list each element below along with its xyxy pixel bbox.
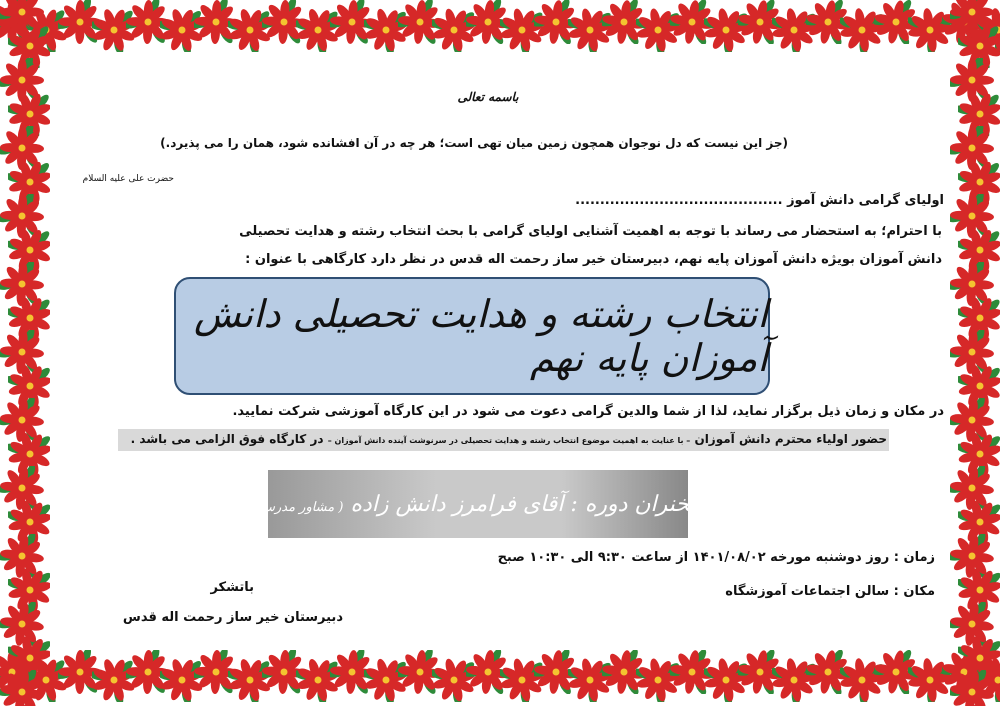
attendance-part-2: – با عنایت به اهمیت موضوع انتخاب رشته و هدایت تحصیلی در سرنوشت آینده دانش آموزان – — [327, 436, 691, 445]
attendance-part-1: حضور اولیاء محترم دانش آموزان — [694, 432, 887, 446]
speaker-name: سخنران دوره : آقای فرامرز دانش زاده — [350, 491, 709, 517]
border-right — [950, 0, 1000, 706]
thanks: باتشکر — [210, 580, 254, 595]
attendance-notice — [131, 432, 887, 446]
flower-icon — [0, 670, 44, 706]
body-line-1: با احترام؛ به استحضار می رساند با توجه به اهمیت آشنایی اولیای گرامی با بحث انتخاب رشته و هدایت تحصیلی — [239, 224, 942, 239]
flower-icon — [950, 670, 994, 706]
event-place: مکان : سالن اجتماعات آموزشگاه — [725, 584, 935, 599]
body-line-3: در مکان و زمان ذیل برگزار نماید، لذا از شما والدین گرامی دعوت می شود در این کارگاه آموزشی شرکت نمایید. — [232, 404, 944, 419]
border-bottom — [0, 650, 1000, 706]
border-left — [0, 0, 50, 706]
border-top — [0, 0, 1000, 60]
event-time: زمان : روز دوشنبه مورخه ۱۴۰۱/۰۸/۰۲ از ساعت ۹:۳۰ الی ۱۰:۳۰ صبح — [497, 550, 935, 565]
workshop-title: انتخاب رشته و هدایت تحصیلی دانش آموزان پایه نهم — [194, 292, 768, 380]
school-signature: دبیرستان خیر ساز رحمت اله قدس — [122, 610, 343, 625]
title-box — [174, 277, 770, 395]
speaker-role: ( مشاور مدرسه ) — [247, 499, 344, 515]
body-line-2: دانش آموزان بویژه دانش آموزان پایه نهم، دبیرستان خیر ساز رحمت اله قدس در نظر دارد کارگاهی با عنوان : — [245, 252, 942, 267]
speaker-box — [247, 470, 709, 538]
hadith-quote: (جز این نیست که دل نوجوان همچون زمین میان تهی است؛ هر چه در آن افشانده شود، همان را می پذیرد.) — [160, 136, 788, 150]
basmala: باسمه تعالی — [457, 90, 519, 104]
speaker-line — [248, 492, 708, 517]
salutation: اولیای گرامی دانش آموز .......................................... — [575, 193, 944, 208]
hadith-source: حضرت علی علیه السلام — [82, 174, 174, 184]
attendance-part-3: در کارگاه فوق الزامی می باشد . — [130, 432, 324, 446]
